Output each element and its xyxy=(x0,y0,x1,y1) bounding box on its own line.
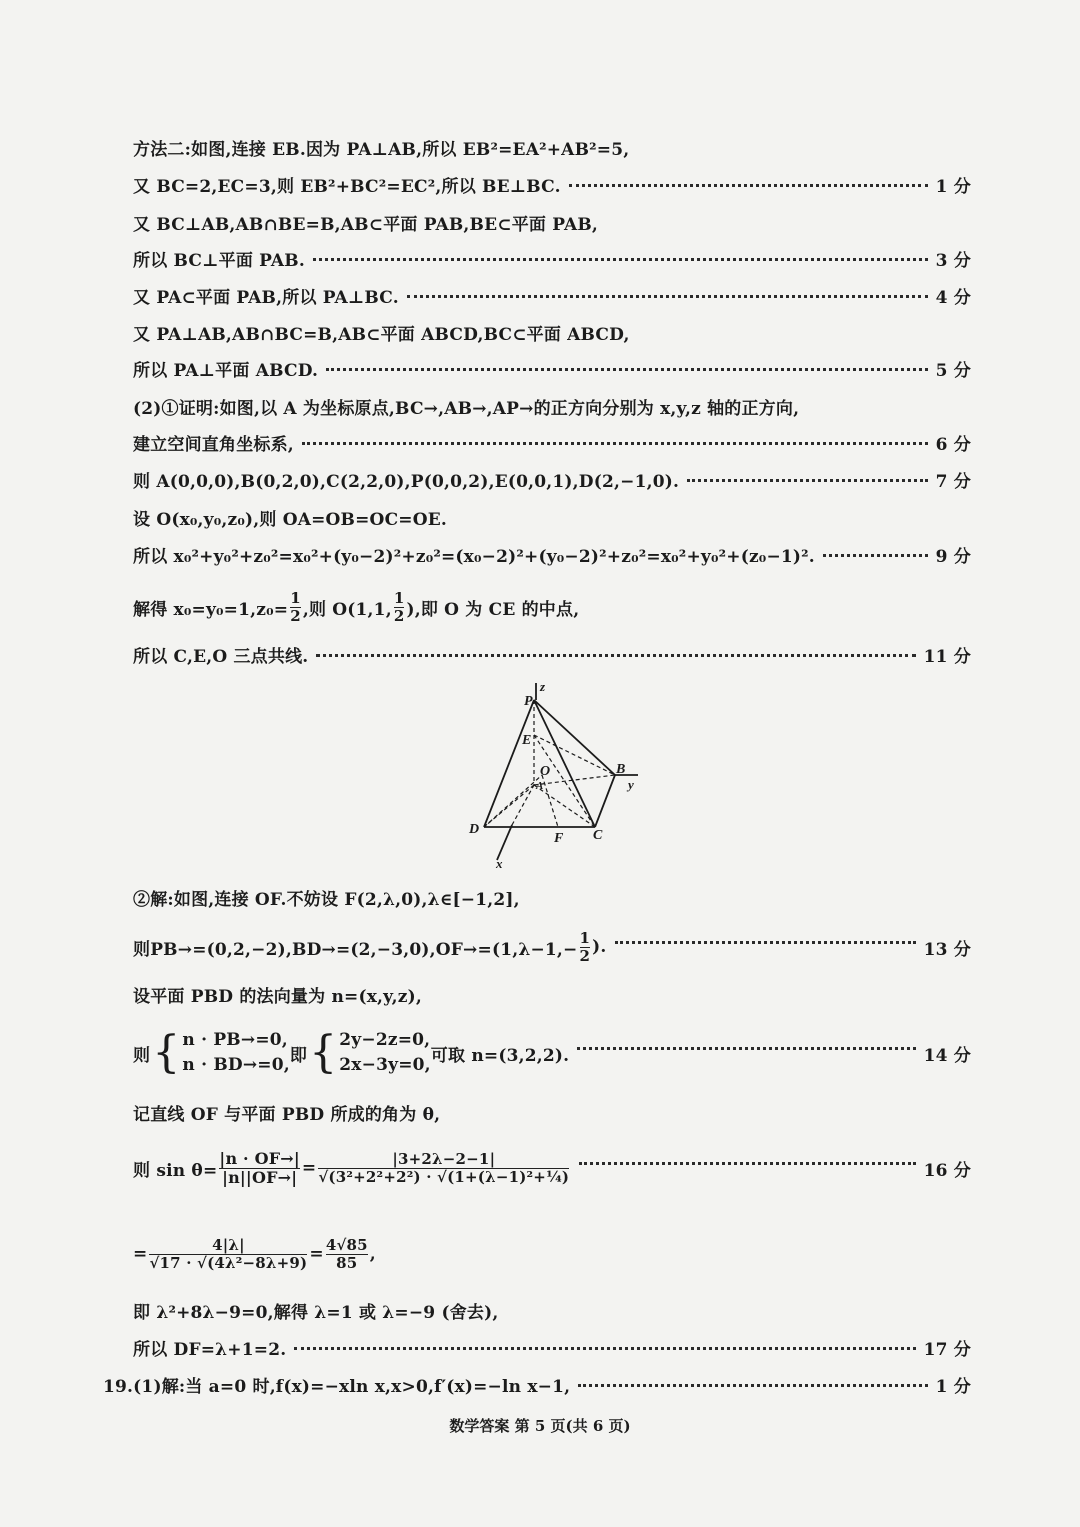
system-right xyxy=(339,1028,431,1079)
denominator: 85 xyxy=(336,1253,358,1272)
text: ,则 O(1,1, xyxy=(302,599,392,620)
points: 1 分 xyxy=(935,1377,971,1397)
leader-dots xyxy=(313,258,928,261)
denominator: 2 xyxy=(290,606,301,625)
equals-sign: = xyxy=(133,1244,148,1264)
points: 7 分 xyxy=(935,472,971,492)
denominator: |n||OF→| xyxy=(222,1167,298,1187)
fraction-sin xyxy=(219,1150,300,1186)
fraction-half xyxy=(290,590,301,624)
line-method2 xyxy=(133,135,971,160)
equation: n · PB→=0, xyxy=(182,1029,288,1050)
label-A: A xyxy=(536,780,544,792)
points: 3 分 xyxy=(935,251,971,271)
label-B: B xyxy=(616,762,626,777)
points: 13 分 xyxy=(923,939,971,960)
label-C: C xyxy=(593,828,603,843)
text: 建立空间直角坐标系, xyxy=(133,435,294,455)
text: 设 O(x₀,y₀,z₀),则 OA=OB=OC=OE. xyxy=(133,510,448,530)
line-bc-perp-ab xyxy=(133,210,971,235)
equation: 2x−3y=0, xyxy=(339,1055,431,1075)
label-E: E xyxy=(522,733,532,748)
points: 16 分 xyxy=(923,1160,971,1181)
text: 又 PA⊥AB,AB∩BC=B,AB⊂平面 ABCD,BC⊂平面 ABCD, xyxy=(133,325,630,345)
line-be-perp-bc xyxy=(133,172,971,197)
numerator: 1 xyxy=(290,589,301,607)
fraction-half xyxy=(580,930,591,964)
fraction-half xyxy=(394,590,405,624)
label-y: y xyxy=(628,777,634,792)
numerator: 4√85 xyxy=(325,1236,368,1254)
text: 19.(1)解:当 a=0 时,f(x)=−xln x,x>0,f′(x)=−ln x−1, xyxy=(103,1377,571,1397)
denominator: √(3²+2²+2²) · √(1+(λ−1)²+¼) xyxy=(318,1167,570,1186)
line-angle xyxy=(133,1100,971,1125)
label-F: F xyxy=(554,831,564,846)
comma: , xyxy=(369,1244,376,1264)
points: 5 分 xyxy=(935,361,971,381)
line-sin-theta xyxy=(133,1138,971,1198)
text: 又 BC⊥AB,AB∩BE=B,AB⊂平面 PAB,BE⊂平面 PAB, xyxy=(133,215,599,235)
label-x: x xyxy=(496,856,503,871)
line-lambda xyxy=(133,1298,971,1323)
denominator: 2 xyxy=(579,946,591,965)
text: 所以 x₀²+y₀²+z₀²=x₀²+(y₀−2)²+z₀²=(x₀−2)²+(y₀−2)²+z₀²=x₀²+y₀²+(z₀−1)². xyxy=(133,547,815,567)
numerator: |3+2λ−2−1| xyxy=(392,1150,496,1168)
edge-CB xyxy=(595,775,615,827)
text: ②解:如图,连接 OF.不妨设 F(2,λ,0),λ∈[−1,2], xyxy=(133,890,520,910)
numerator: 1 xyxy=(579,929,591,947)
denominator: √17 · √(4λ²−8λ+9) xyxy=(149,1253,308,1272)
line-coord-system xyxy=(133,430,971,455)
segment-DO xyxy=(484,775,542,827)
text: 所以 BC⊥平面 PAB. xyxy=(133,251,305,271)
text: 又 BC=2,EC=3,则 EB²+BC²=EC²,所以 BE⊥BC. xyxy=(133,177,561,197)
leader-dots xyxy=(687,479,928,482)
points: 4 分 xyxy=(935,288,971,308)
points: 14 分 xyxy=(923,1045,971,1066)
label-P: P xyxy=(524,694,533,709)
leader-dots xyxy=(316,654,915,657)
leader-dots xyxy=(615,941,916,944)
system-left xyxy=(182,1028,289,1079)
brace: { xyxy=(309,1027,338,1078)
leader-dots xyxy=(407,295,928,298)
fraction-simplified xyxy=(149,1237,307,1271)
x-axis xyxy=(497,825,512,860)
line-solve-o xyxy=(133,590,971,624)
numerator: |n · OF→| xyxy=(219,1148,300,1168)
line-q19 xyxy=(103,1372,971,1397)
text: 即 λ²+8λ−9=0,解得 λ=1 或 λ=−9 (舍去), xyxy=(133,1303,499,1323)
line-part2-solve xyxy=(133,885,971,910)
line-sin-simplified xyxy=(133,1228,971,1280)
equals-sign: = xyxy=(309,1244,324,1264)
label-z: z xyxy=(540,679,546,694)
line-pa-perp-plane xyxy=(133,356,971,381)
line-collinear xyxy=(133,642,971,667)
denominator: 2 xyxy=(393,606,405,625)
text: 则 sin θ= xyxy=(133,1160,218,1181)
leader-dots xyxy=(302,442,928,445)
equation: 2y−2z=0, xyxy=(339,1029,431,1050)
page-footer: 数学答案 第 5 页(共 6 页) xyxy=(449,1417,631,1435)
x-axis-hidden xyxy=(512,785,534,825)
text: 所以 DF=λ+1=2. xyxy=(133,1340,287,1360)
text: 解得 x₀=y₀=1,z₀= xyxy=(133,599,289,620)
text: 可取 n=(3,2,2). xyxy=(430,1045,570,1066)
line-part2-proof xyxy=(133,394,971,419)
text: ),即 O 为 CE 的中点, xyxy=(406,599,580,620)
line-bc-perp-plane xyxy=(133,246,971,271)
fraction-value xyxy=(326,1237,368,1271)
label-D: D xyxy=(469,822,480,837)
line-coordinates xyxy=(133,467,971,492)
text: 则 xyxy=(133,1045,151,1066)
text: 所以 C,E,O 三点共线. xyxy=(133,647,309,667)
line-pa-perp-bc xyxy=(133,283,971,308)
points: 1 分 xyxy=(935,177,971,197)
leader-dots xyxy=(578,1384,927,1387)
numerator: 4|λ| xyxy=(212,1236,245,1254)
leader-dots xyxy=(579,1162,915,1165)
line-system xyxy=(133,1028,971,1078)
line-vectors xyxy=(133,930,971,964)
text: (2)①证明:如图,以 A 为坐标原点,BC→,AB→,AP→的正方向分别为 x,y,z 轴的正方向, xyxy=(133,399,800,419)
text: 方法二:如图,连接 EB.因为 PA⊥AB,所以 EB²=EA²+AB²=5, xyxy=(133,140,630,160)
leader-dots xyxy=(326,368,927,371)
text: 记直线 OF 与平面 PBD 所成的角为 θ, xyxy=(133,1105,441,1125)
points: 6 分 xyxy=(935,435,971,455)
numerator: 1 xyxy=(393,589,405,607)
leader-dots xyxy=(823,554,928,557)
brace: { xyxy=(152,1027,181,1078)
leader-dots xyxy=(577,1047,915,1050)
line-set-o xyxy=(133,505,971,530)
text: 设平面 PBD 的法向量为 n=(x,y,z), xyxy=(133,987,422,1007)
equals-sign: = xyxy=(301,1158,317,1178)
text: 则PB→=(0,2,−2),BD→=(2,−3,0),OF→=(1,λ−1,− xyxy=(133,939,578,960)
points: 11 分 xyxy=(923,647,971,667)
line-equations xyxy=(133,542,971,567)
text: ). xyxy=(592,937,607,957)
equation: n · BD→=0, xyxy=(182,1055,290,1075)
pyramid-figure xyxy=(462,675,652,871)
line-df xyxy=(133,1335,971,1360)
text: 则 A(0,0,0),B(0,2,0),C(2,2,0),P(0,0,2),E(0,0,1),D(2,−1,0). xyxy=(133,472,680,492)
text: 所以 PA⊥平面 ABCD. xyxy=(133,361,319,381)
fraction-sin-expanded xyxy=(318,1151,569,1185)
points: 17 分 xyxy=(923,1340,971,1360)
text: 又 PA⊂平面 PAB,所以 PA⊥BC. xyxy=(133,288,399,308)
label-O: O xyxy=(540,764,551,779)
line-normal-vector xyxy=(133,982,971,1007)
leader-dots xyxy=(294,1347,915,1350)
leader-dots xyxy=(569,184,928,187)
line-pa-perp-ab xyxy=(133,320,971,345)
points: 9 分 xyxy=(935,547,971,567)
edge-PD xyxy=(484,700,534,827)
text: 即 xyxy=(289,1045,308,1066)
